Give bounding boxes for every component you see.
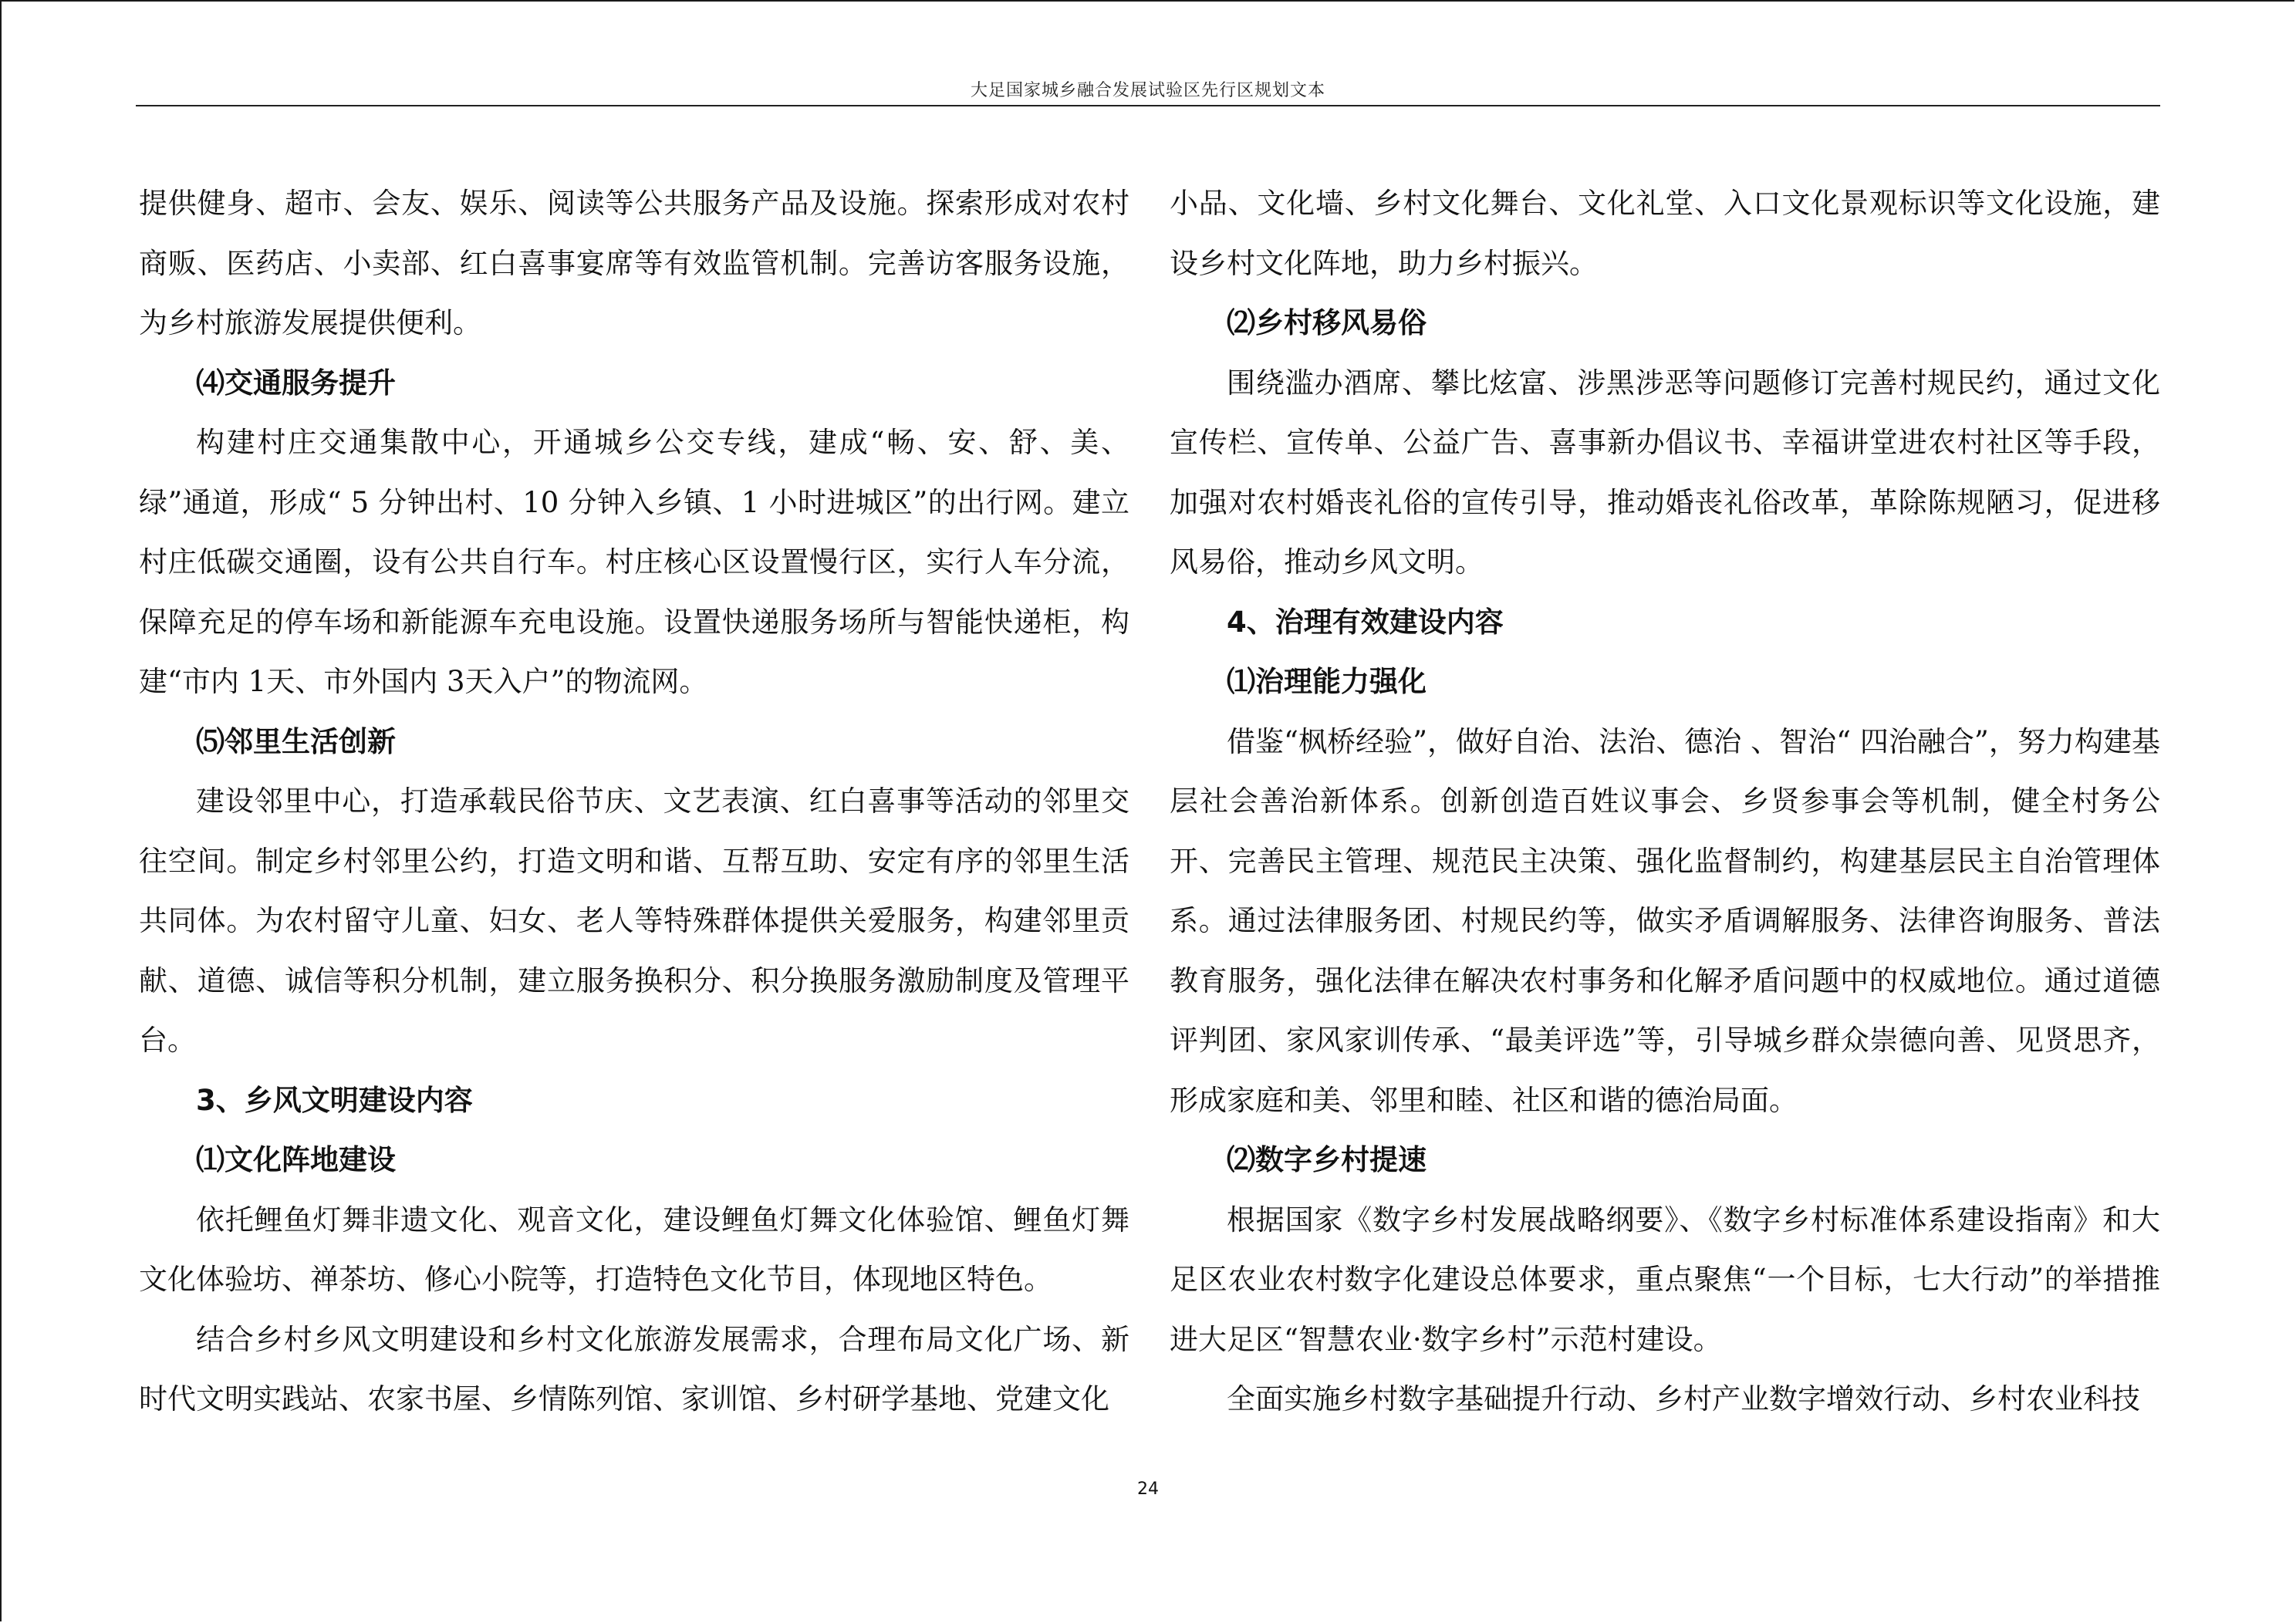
section-heading: 3、乡风文明建设内容: [196, 1083, 473, 1117]
paragraph: 围绕滥办酒席、攀比炫富、涉黑涉恶等问题修订完善村规民约，通过文化宣传栏、宣传单、公益广告、喜事新办倡议书、幸福讲堂进农村社区等手段，加强对农村婚丧礼俗的宣传引导，推动婚丧礼俗改革，革除陈规陋习，促进移风易俗，推动乡风文明。: [1170, 366, 2160, 579]
paragraph: 借鉴“枫桥经验”，做好自治、法治、德治 、智治“ 四治融合”，努力构建基层社会善治新体系。创新创造百姓议事会、乡贤参事会等机制，健全村务公开、完善民主管理、规范民主决策、强化监督制约，构建基层民主自治管理体系。通过法律服务团、村规民约等，做实矛盾调解服务、法律咨询服务、普法教育服务，强化法律在解决农村事务和化解矛盾问题中的权威地位。通过道德评判团、家风家训传承、“最美评选”等，引导城乡群众崇德向善、见贤思齐，形成家庭和美、邻里和睦、社区和谐的德治局面。: [1170, 724, 2160, 1117]
page-number: 24: [1137, 1480, 1159, 1499]
left-column: [139, 174, 1129, 1429]
paragraph: 建设邻里中心，打造承载民俗节庆、文艺表演、红白喜事等活动的邻里交往空间。制定乡村邻里公约，打造文明和谐、互帮互助、安定有序的邻里生活共同体。为农村留守儿童、妇女、老人等特殊群体提供关爱服务，构建邻里贡献、道德、诚信等积分机制，建立服务换积分、积分换服务激励制度及管理平台。: [139, 785, 1129, 1057]
section-heading: ⑵数字乡村提速: [1227, 1143, 1427, 1176]
paragraph: 依托鲤鱼灯舞非遗文化、观音文化，建设鲤鱼灯舞文化体验馆、鲤鱼灯舞文化体验坊、禅茶坊、修心小院等，打造特色文化节目，体现地区特色。: [139, 1203, 1129, 1296]
header-rule: [136, 105, 2160, 106]
paragraph: 构建村庄交通集散中心，开通城乡公交专线，建成“畅、安、舒、美、绿”通道，形成“ 5 分钟出村、10 分钟入乡镇、1 小时进城区”的出行网。建立村庄低碳交通圈，设有公共自行车。村庄核心区设置慢行区，实行人车分流，保障充足的停车场和新能源车充电设施。设置快递服务场所与智能快递柜，构建“市内 1天、市外国内 3天入户”的物流网。: [139, 426, 1129, 698]
right-column: [1170, 174, 2160, 1429]
section-heading: ⑴治理能力强化: [1227, 665, 1427, 698]
paragraph: 结合乡村乡风文明建设和乡村文化旅游发展需求，合理布局文化广场、新时代文明实践站、农家书屋、乡情陈列馆、家训馆、乡村研学基地、党建文化: [139, 1322, 1129, 1415]
paragraph: 根据国家《数字乡村发展战略纲要》、《数字乡村标准体系建设指南》和大足区农业农村数字化建设总体要求，重点聚焦“一个目标，七大行动”的举措推进大足区“智慧农业·数字乡村”示范村建设。: [1170, 1203, 2160, 1356]
section-heading: ⑴文化阵地建设: [196, 1143, 396, 1176]
section-heading: ⑸邻里生活创新: [196, 724, 396, 758]
paragraph: 全面实施乡村数字基础提升行动、乡村产业数字增效行动、乡村农业科技: [1227, 1382, 2140, 1415]
section-heading: ⑵乡村移风易俗: [1227, 306, 1427, 339]
paragraph: 小品、文化墙、乡村文化舞台、文化礼堂、入口文化景观标识等文化设施，建设乡村文化阵地，助力乡村振兴。: [1170, 187, 2160, 280]
paragraph: 提供健身、超市、会友、娱乐、阅读等公共服务产品及设施。探索形成对农村商贩、医药店、小卖部、红白喜事宴席等有效监管机制。完善访客服务设施，为乡村旅游发展提供便利。: [139, 187, 1129, 339]
running-header: 大足国家城乡融合发展试验区先行区规划文本: [970, 81, 1325, 100]
section-heading: ⑷交通服务提升: [196, 366, 396, 400]
section-heading: 4、治理有效建设内容: [1227, 605, 1504, 639]
